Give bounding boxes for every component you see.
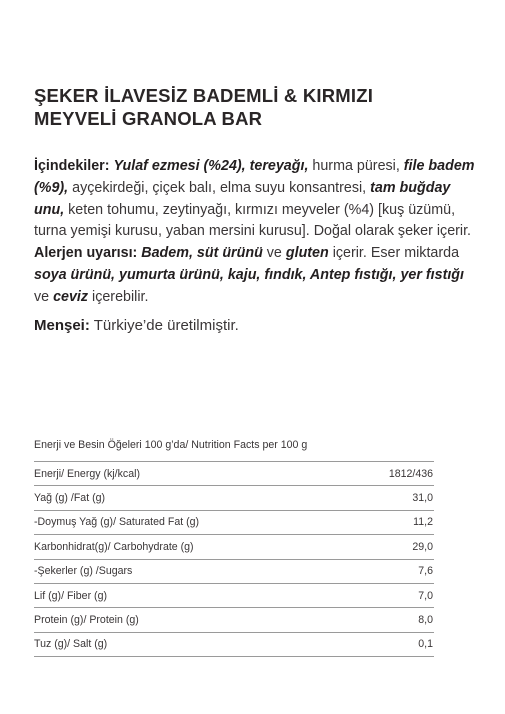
table-row xyxy=(34,583,434,607)
nutrient-value: 0,1 xyxy=(348,632,434,656)
ingredients-paragraph xyxy=(34,156,479,243)
nutrient-label: Karbonhidrat(g)/ Carbohydrate (g) xyxy=(34,535,348,559)
nutrient-label: -Şekerler (g) /Sugars xyxy=(34,559,348,583)
ingredient-bold-3: tam buğday unu, xyxy=(34,179,451,218)
allergen-paragraph xyxy=(34,243,479,308)
allergen-label: Alerjen uyarısı: xyxy=(34,245,138,262)
product-title xyxy=(34,84,474,130)
nutrient-label: -Doymuş Yağ (g)/ Saturated Fat (g) xyxy=(34,510,348,534)
origin-paragraph xyxy=(34,315,479,337)
nutrient-value: 7,0 xyxy=(348,583,434,607)
table-row xyxy=(34,535,434,559)
nutrient-label: Enerji/ Energy (kj/kcal) xyxy=(34,462,348,486)
nutrient-value: 11,2 xyxy=(348,510,434,534)
nutrient-value: 1812/436 xyxy=(348,462,434,486)
ingredients-label: İçindekiler: xyxy=(34,158,110,174)
nutrient-label: Lif (g)/ Fiber (g) xyxy=(34,583,348,607)
ingredient-text-2: ayçekirdeği, çiçek balı, elma suyu konsantresi, xyxy=(68,179,371,196)
nutrient-value: 29,0 xyxy=(348,535,434,559)
ingredients-section xyxy=(34,156,479,336)
ingredient-bold-2: file badem (%9), xyxy=(34,158,475,196)
ingredient-bold-1: Yulaf ezmesi (%24), tereyağı, xyxy=(113,158,309,174)
ingredient-text-1: hurma püresi, xyxy=(308,158,404,174)
nutrient-label: Tuz (g)/ Salt (g) xyxy=(34,632,348,656)
allergen-text-2: içerir. Eser miktarda xyxy=(328,245,460,262)
allergen-bold-2: gluten xyxy=(285,245,329,262)
origin-label: Menşei: xyxy=(34,316,90,334)
nutrient-label: Yağ (g) /Fat (g) xyxy=(34,486,348,510)
table-row xyxy=(34,510,434,534)
product-title-line-2: MEYVELİ GRANOLA BAR xyxy=(34,108,263,129)
nutrition-facts xyxy=(34,438,434,657)
table-row xyxy=(34,559,434,583)
nutrient-label: Protein (g)/ Protein (g) xyxy=(34,608,348,632)
allergen-text-4: içerebilir. xyxy=(88,288,149,305)
table-row xyxy=(34,462,434,486)
table-row xyxy=(34,632,434,656)
allergen-bold-4: ceviz xyxy=(53,288,89,305)
product-title-line-1: ŞEKER İLAVESİZ BADEMLİ & KIRMIZI xyxy=(34,85,374,106)
allergen-bold-3: soya ürünü, yumurta ürünü, kaju, fındık, Antep fıstığı, yer fıstığı xyxy=(34,266,465,283)
ingredient-text-3: keten tohumu, zeytinyağı, kırmızı meyveler (%4) [kuş üzümü, turna yemişi kurusu, yaban mersini kurusu]. Doğal olarak şeker içerir. xyxy=(34,201,472,240)
allergen-bold-1: Badem, süt ürünü xyxy=(141,245,263,262)
allergen-text-3: ve xyxy=(34,288,54,305)
nutrient-value: 31,0 xyxy=(348,486,434,510)
allergen-text-1: ve xyxy=(262,245,286,262)
origin-value: Türkiye’de üretilmiştir. xyxy=(89,316,239,334)
table-row xyxy=(34,486,434,510)
nutrient-value: 8,0 xyxy=(348,608,434,632)
table-row xyxy=(34,608,434,632)
nutrition-table xyxy=(34,461,434,657)
nutrient-value: 7,6 xyxy=(348,559,434,583)
nutrition-caption: Enerji ve Besin Öğeleri 100 g’da/ Nutrition Facts per 100 g xyxy=(34,439,308,451)
